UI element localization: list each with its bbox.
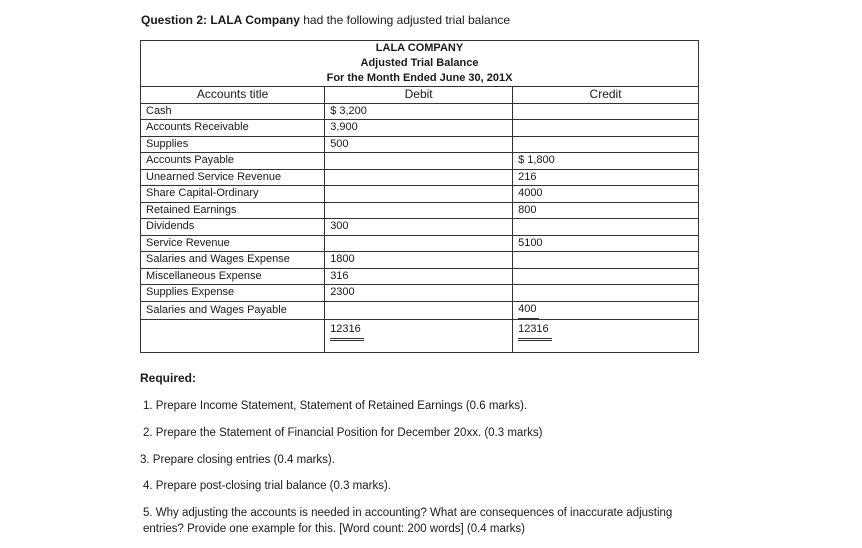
column-header-debit: Debit: [325, 87, 513, 104]
account-cell: [141, 103, 325, 120]
total-credit: 12316: [518, 322, 552, 341]
account-value: Salaries and Wages Expense: [146, 253, 290, 266]
account-value: Accounts Receivable: [146, 121, 249, 134]
table-row: [141, 103, 699, 120]
debit-cell: [325, 285, 513, 302]
adjusted-trial-balance-table: [140, 40, 699, 353]
account-value: Unearned Service Revenue: [146, 170, 282, 183]
required-heading: Required:: [140, 371, 197, 385]
account-cell: [141, 153, 325, 170]
required-item-1: 1. Prepare Income Statement, Statement of Retained Earnings (0.6 marks).: [143, 400, 528, 412]
account-cell: [141, 301, 325, 319]
table-heading: [141, 41, 699, 87]
table-row: [141, 219, 699, 236]
account-cell: [141, 120, 325, 137]
credit-cell: [513, 202, 699, 219]
credit-cell: [513, 169, 699, 186]
debit-value: 300: [330, 220, 349, 233]
credit-cell: [513, 153, 699, 170]
table-row: [141, 285, 699, 302]
account-rows: [141, 103, 699, 319]
debit-value: 2300: [330, 286, 355, 299]
credit-cell: [513, 103, 699, 120]
totals-row: [141, 319, 699, 352]
debit-cell: [325, 186, 513, 203]
statement-period: For the Month Ended June 30, 201X: [326, 72, 513, 84]
table-row: [141, 186, 699, 203]
account-value: Supplies: [146, 137, 189, 150]
credit-cell: [513, 252, 699, 269]
account-value: Salaries and Wages Payable: [146, 303, 287, 316]
required-item-2: 2. Prepare the Statement of Financial Position for December 20xx. (0.3 marks): [143, 427, 543, 439]
table-row: [141, 202, 699, 219]
debit-value: 1800: [330, 253, 355, 266]
column-header-row: [141, 87, 699, 104]
account-value: Supplies Expense: [146, 286, 235, 299]
account-cell: [141, 235, 325, 252]
credit-cell: [513, 136, 699, 153]
company-name: LALA COMPANY: [375, 42, 464, 54]
credit-value: 5100: [518, 236, 543, 249]
question-title: [141, 13, 510, 27]
total-debit: 12316: [330, 322, 364, 341]
account-value: Accounts Payable: [146, 154, 235, 167]
debit-value: 3,900: [330, 121, 358, 134]
question-company: Question 2: LALA Company: [141, 13, 300, 27]
credit-cell: [513, 301, 699, 319]
debit-cell: [325, 268, 513, 285]
table-row: [141, 268, 699, 285]
debit-cell: [325, 301, 513, 319]
required-item-3: 3. Prepare closing entries (0.4 marks).: [140, 454, 335, 466]
table-header-row: [141, 41, 699, 87]
account-value: Service Revenue: [146, 236, 230, 249]
account-cell: [141, 186, 325, 203]
required-item-5: 5. Why adjusting the accounts is needed in accounting? What are consequences of inaccurate adjusting entries? Provide one example for this. [Word count: 200 words] (0.4 marks): [143, 507, 673, 535]
table-row: [141, 153, 699, 170]
account-value: Miscellaneous Expense: [146, 269, 262, 282]
credit-cell: [513, 268, 699, 285]
table-row: [141, 235, 699, 252]
total-debit-cell: [325, 319, 513, 352]
debit-cell: [325, 169, 513, 186]
account-value: Retained Earnings: [146, 203, 237, 216]
table-row: [141, 252, 699, 269]
table-row: [141, 301, 699, 319]
question-description: had the following adjusted trial balance: [299, 13, 511, 27]
account-value: Dividends: [146, 220, 195, 233]
total-credit-cell: [513, 319, 699, 352]
credit-cell: [513, 219, 699, 236]
table-row: [141, 136, 699, 153]
debit-cell: [325, 103, 513, 120]
statement-title: Adjusted Trial Balance: [360, 57, 479, 69]
debit-cell: [325, 136, 513, 153]
required-item-4: 4. Prepare post-closing trial balance (0.3 marks).: [143, 480, 391, 492]
account-cell: [141, 268, 325, 285]
debit-cell: [325, 219, 513, 236]
totals-label-cell: [141, 319, 325, 352]
credit-cell: [513, 186, 699, 203]
account-cell: [141, 136, 325, 153]
debit-value: 500: [330, 137, 349, 150]
account-cell: [141, 202, 325, 219]
column-header-accounts: Accounts title: [141, 87, 325, 104]
column-header-credit: Credit: [513, 87, 699, 104]
credit-value: 800: [518, 203, 537, 216]
debit-value: $ 3,200: [330, 104, 367, 117]
debit-cell: [325, 120, 513, 137]
debit-cell: [325, 235, 513, 252]
credit-value: $ 1,800: [518, 154, 555, 167]
debit-cell: [325, 252, 513, 269]
credit-cell: [513, 285, 699, 302]
table-row: [141, 120, 699, 137]
debit-cell: [325, 202, 513, 219]
account-cell: [141, 169, 325, 186]
account-cell: [141, 219, 325, 236]
debit-value: 316: [330, 269, 349, 282]
account-value: Share Capital-Ordinary: [146, 187, 259, 200]
credit-cell: [513, 235, 699, 252]
debit-cell: [325, 153, 513, 170]
credit-cell: [513, 120, 699, 137]
account-value: Cash: [146, 104, 172, 117]
credit-value: 4000: [518, 187, 543, 200]
account-cell: [141, 285, 325, 302]
credit-value: 400: [518, 302, 539, 319]
account-cell: [141, 252, 325, 269]
credit-value: 216: [518, 170, 537, 183]
table-row: [141, 169, 699, 186]
